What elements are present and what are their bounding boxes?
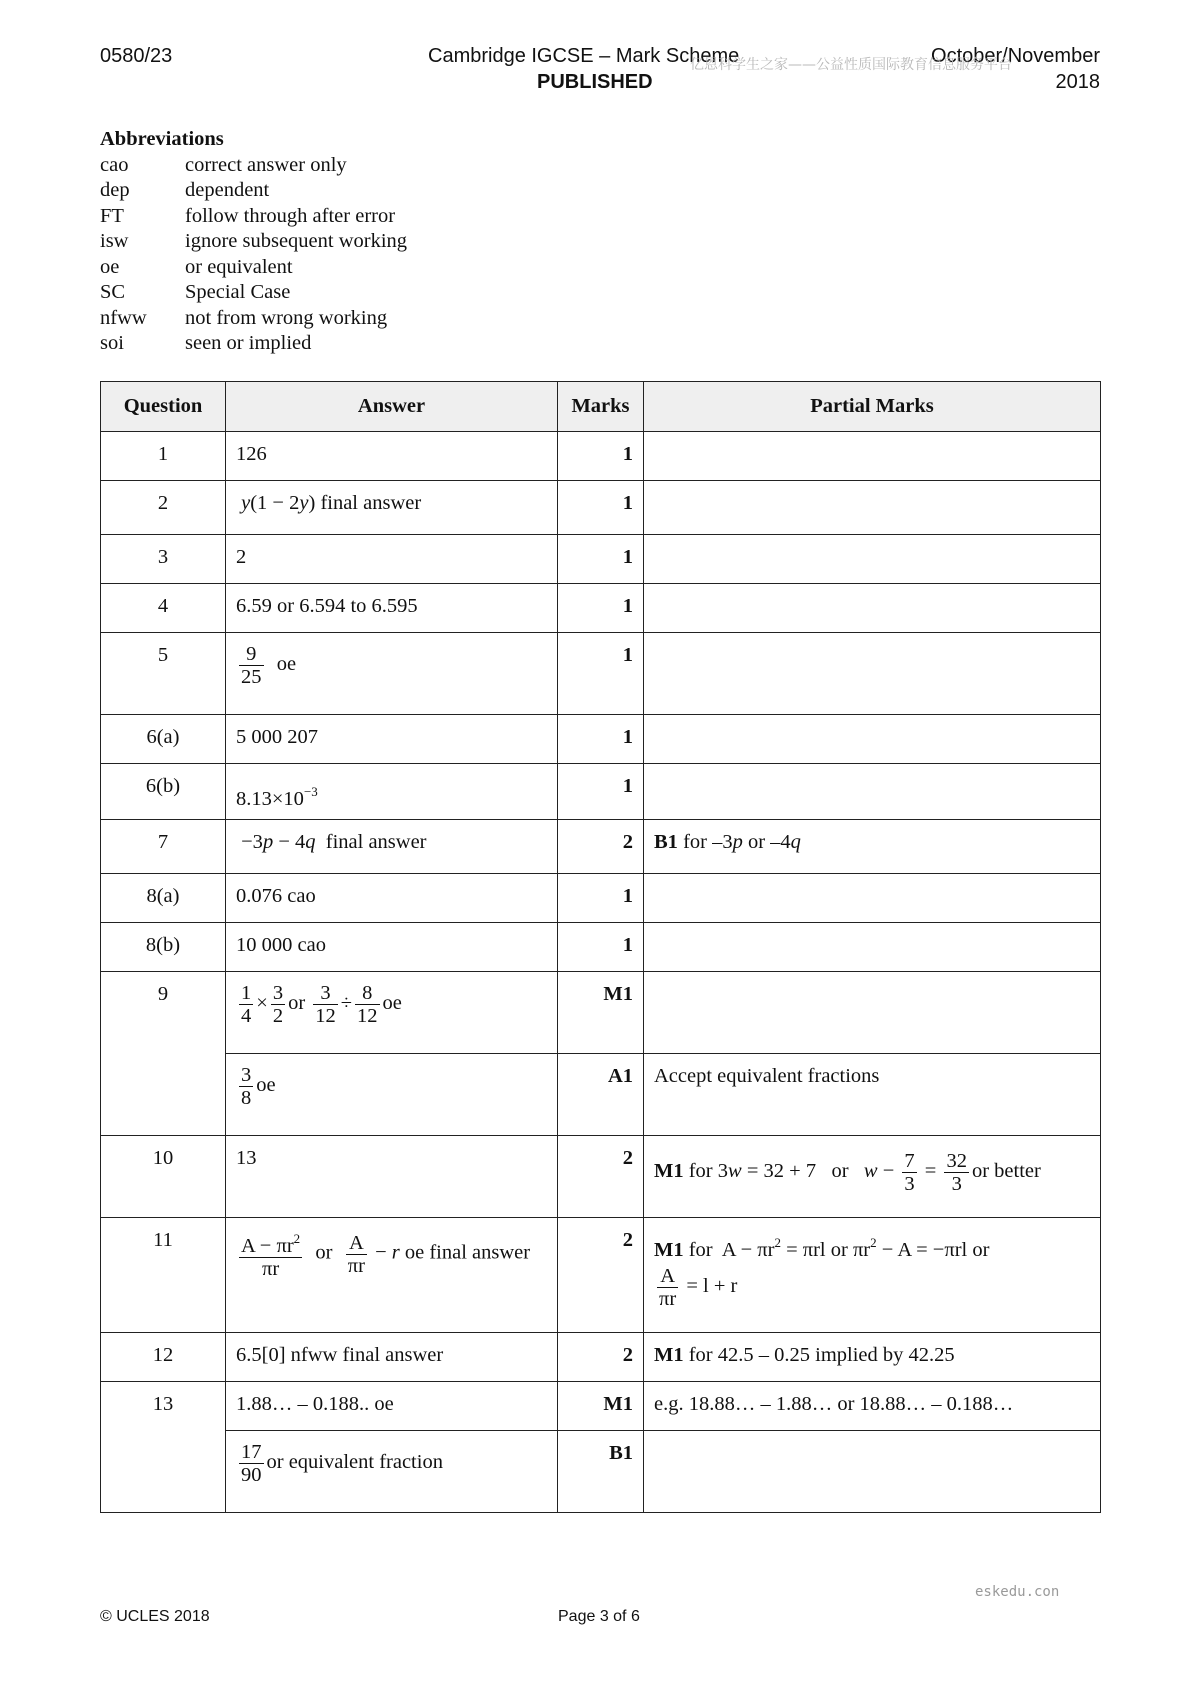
partial-marks-cell	[644, 1333, 1101, 1382]
answer-cell: 6.59 or 6.594 to 6.595	[226, 584, 558, 633]
marks-cell: 1	[558, 535, 644, 584]
question-number: 8(b)	[101, 923, 226, 972]
math-variable: w	[863, 1160, 878, 1183]
question-number: 2	[101, 481, 226, 535]
marks-cell: 2	[558, 1136, 644, 1218]
math-variable: p	[732, 831, 743, 853]
fraction-numerator: 3	[272, 982, 284, 1004]
answer-cell	[226, 1218, 558, 1333]
fraction-numerator: 3	[241, 1064, 252, 1086]
abbreviation-meaning: Special Case	[185, 281, 291, 303]
math-variable: q	[790, 831, 801, 853]
mark-code: B1	[654, 831, 678, 853]
partial-marks-cell	[644, 972, 1101, 1054]
table-row	[101, 1382, 1101, 1431]
partial-marks-cell	[644, 923, 1101, 972]
table-row	[101, 820, 1101, 874]
mark-code: M1	[654, 1344, 684, 1366]
partial-text: or	[831, 1160, 849, 1183]
abbreviation-code: dep	[100, 179, 130, 201]
fraction	[902, 1150, 916, 1195]
marks-cell: M1	[558, 972, 644, 1054]
answer-text: final answer	[325, 831, 427, 853]
table-row	[101, 764, 1101, 820]
fraction	[313, 982, 338, 1027]
partial-marks-cell	[644, 535, 1101, 584]
abbreviation-code: oe	[100, 255, 120, 278]
table-row	[101, 874, 1101, 923]
marks-cell: 1	[558, 715, 644, 764]
question-number: 3	[101, 535, 226, 584]
answer-text: oe	[276, 653, 297, 676]
table-row	[101, 535, 1101, 584]
fraction	[239, 1441, 264, 1486]
abbreviation-code: nfww	[100, 306, 147, 329]
marks-cell: 1	[558, 584, 644, 633]
table-row	[101, 481, 1101, 535]
fraction-numerator: 3	[313, 982, 338, 1005]
fraction-denominator: 12	[357, 1005, 378, 1027]
mark-code: M1	[654, 1160, 684, 1183]
fraction-numerator: 17	[241, 1441, 262, 1463]
marks-cell: 2	[558, 1218, 644, 1333]
fraction-denominator: πr	[659, 1288, 677, 1310]
answer-cell: 13	[226, 1136, 558, 1218]
fraction-denominator: 8	[241, 1087, 252, 1109]
fraction	[271, 982, 285, 1027]
fraction-numerator: 9	[239, 643, 264, 666]
page-number: Page 3 of 6	[558, 1608, 640, 1625]
math-variable: w	[728, 1160, 742, 1183]
fraction-numerator: 7	[904, 1150, 915, 1172]
math-text: A − πr	[721, 1239, 775, 1261]
abbreviation-code: cao	[100, 153, 129, 176]
abbreviation-meaning: seen or implied	[185, 332, 312, 354]
fraction-denominator: 2	[272, 1005, 284, 1027]
fraction	[355, 982, 380, 1027]
fraction-denominator: 4	[241, 1005, 252, 1027]
fraction-numerator: 32	[946, 1150, 967, 1172]
partial-marks-cell	[644, 1431, 1101, 1513]
exponent: 2	[293, 1231, 301, 1246]
marks-cell: M1	[558, 1382, 644, 1431]
document-title: Cambridge IGCSE – Mark Scheme	[428, 45, 740, 67]
fraction	[239, 1228, 302, 1280]
exponent: −3	[303, 784, 318, 799]
answer-text: oe final answer	[404, 1241, 531, 1264]
fraction-denominator: 3	[904, 1173, 915, 1195]
table-row	[101, 1136, 1101, 1218]
marks-cell: 2	[558, 820, 644, 874]
fraction-numerator: 8	[355, 982, 380, 1005]
question-number: 6(a)	[101, 715, 226, 764]
abbreviation-meaning: ignore subsequent working	[185, 230, 408, 252]
site-watermark: eskedu.con	[975, 1584, 1060, 1600]
math-text: )	[308, 492, 316, 514]
abbreviation-meaning: correct answer only	[185, 153, 347, 176]
table-row	[101, 715, 1101, 764]
answer-cell: 0.076 cao	[226, 874, 558, 923]
answer-cell	[226, 972, 558, 1054]
abbreviation-item	[100, 255, 407, 281]
abbreviation-item	[100, 153, 407, 179]
partial-text: for 3	[688, 1160, 729, 1183]
table-row	[101, 1333, 1101, 1382]
table-row	[101, 584, 1101, 633]
math-variable: r	[391, 1241, 400, 1264]
abbreviation-meaning: not from wrong working	[185, 306, 388, 329]
question-number: 6(b)	[101, 764, 226, 820]
partial-marks-cell	[644, 874, 1101, 923]
marks-cell: 1	[558, 874, 644, 923]
answer-text: oe	[256, 1074, 276, 1097]
fraction	[239, 643, 264, 688]
fraction-numerator: 1	[241, 982, 252, 1004]
answer-cell	[226, 481, 558, 535]
math-text: = πrl or	[780, 1239, 853, 1261]
exam-session: October/November	[931, 45, 1100, 67]
abbreviation-item	[100, 280, 407, 306]
partial-marks-column-header: Partial Marks	[644, 382, 1101, 432]
question-number: 4	[101, 584, 226, 633]
watermark-text: 亿恩科学生之家——公益性质国际教育信息服务平台	[690, 57, 1012, 73]
math-variable: p	[262, 831, 274, 853]
answer-cell: 1.88… – 0.188.. oe	[226, 1382, 558, 1431]
question-number: 1	[101, 432, 226, 481]
marks-column-header: Marks	[558, 382, 644, 432]
partial-marks-cell	[644, 481, 1101, 535]
partial-text: or –4	[742, 831, 791, 853]
fraction-denominator: πr	[347, 1254, 365, 1277]
abbreviation-meaning: follow through after error	[185, 204, 396, 227]
abbreviation-code: FT	[100, 204, 124, 227]
answer-text: or	[288, 992, 306, 1015]
math-variable: y	[299, 492, 309, 514]
answer-cell: 126	[226, 432, 558, 481]
table-row	[101, 432, 1101, 481]
exam-year: 2018	[1055, 71, 1100, 93]
math-text: = l + r	[681, 1275, 738, 1298]
question-number: 5	[101, 633, 226, 715]
math-text: (1 − 2	[250, 492, 300, 514]
published-label: PUBLISHED	[537, 71, 653, 93]
answer-column-header: Answer	[226, 382, 558, 432]
partial-marks-cell	[644, 1218, 1101, 1333]
fraction-denominator: 3	[951, 1173, 962, 1195]
table-row	[101, 633, 1101, 715]
table-row	[101, 1218, 1101, 1333]
table-header-row	[101, 382, 1101, 432]
question-column-header: Question	[101, 382, 226, 432]
answer-cell	[226, 1431, 558, 1513]
abbreviation-item	[100, 306, 407, 332]
math-variable: q	[305, 831, 316, 853]
answer-cell: 10 000 cao	[226, 923, 558, 972]
fraction	[239, 1064, 253, 1109]
question-number: 9	[101, 972, 226, 1136]
fraction	[346, 1232, 367, 1277]
abbreviation-code: isw	[100, 230, 129, 252]
fraction	[944, 1150, 969, 1195]
abbreviation-meaning: dependent	[185, 179, 270, 201]
partial-marks-cell: e.g. 18.88… – 1.88… or 18.88… – 0.188…	[644, 1382, 1101, 1431]
math-text: πr	[852, 1239, 871, 1261]
math-operator: ÷	[340, 992, 353, 1015]
fraction	[239, 982, 253, 1027]
marks-cell: B1	[558, 1431, 644, 1513]
question-number: 8(a)	[101, 874, 226, 923]
math-text: 8.13×10	[236, 788, 304, 810]
fraction-denominator: πr	[261, 1258, 280, 1280]
fraction	[657, 1265, 678, 1310]
abbreviation-item	[100, 331, 407, 357]
marks-cell: 1	[558, 432, 644, 481]
partial-marks-cell	[644, 715, 1101, 764]
math-operator: =	[919, 1160, 942, 1183]
answer-text: final answer	[320, 492, 422, 514]
partial-text: for 42.5 – 0.25 implied by 42.25	[688, 1344, 955, 1366]
partial-text: = 32 + 7	[741, 1160, 817, 1183]
partial-text: or better	[971, 1160, 1041, 1183]
question-number: 7	[101, 820, 226, 874]
partial-marks-cell	[644, 633, 1101, 715]
abbreviations-title: Abbreviations	[100, 128, 224, 150]
marks-cell: 1	[558, 481, 644, 535]
answer-cell	[226, 633, 558, 715]
partial-text: for –3	[683, 831, 733, 853]
abbreviations-list	[100, 127, 407, 357]
exponent: 2	[774, 1235, 781, 1250]
math-operator: −	[369, 1241, 392, 1264]
partial-text: for	[688, 1239, 713, 1261]
math-text: −3	[241, 831, 263, 853]
answer-cell	[226, 820, 558, 874]
math-text: − 4	[273, 831, 306, 853]
question-number: 13	[101, 1382, 226, 1513]
abbreviation-meaning: or equivalent	[185, 255, 293, 278]
fraction-denominator: 12	[315, 1005, 336, 1027]
partial-marks-cell	[644, 764, 1101, 820]
partial-marks-cell: Accept equivalent fractions	[644, 1054, 1101, 1136]
math-variable: y	[241, 492, 251, 514]
fraction-numerator: A	[346, 1232, 367, 1255]
fraction-numerator: A	[657, 1265, 678, 1288]
answer-text: or equivalent fraction	[266, 1451, 443, 1474]
question-number: 12	[101, 1333, 226, 1382]
table-row	[101, 1054, 1101, 1136]
mark-code: M1	[654, 1239, 684, 1261]
question-number: 11	[101, 1218, 226, 1333]
abbreviation-item	[100, 229, 407, 255]
partial-marks-cell	[644, 820, 1101, 874]
answer-cell: 5 000 207	[226, 715, 558, 764]
copyright-text: © UCLES 2018	[100, 1608, 210, 1625]
answer-text: or	[315, 1241, 333, 1264]
marks-cell: 1	[558, 923, 644, 972]
partial-marks-cell	[644, 432, 1101, 481]
abbreviation-code: soi	[100, 332, 124, 354]
partial-marks-cell	[644, 584, 1101, 633]
document-code: 0580/23	[100, 45, 173, 67]
table-row	[101, 1431, 1101, 1513]
math-operator: −	[877, 1160, 900, 1183]
mark-scheme-table	[100, 381, 1101, 1513]
answer-cell	[226, 764, 558, 820]
partial-marks-cell	[644, 1136, 1101, 1218]
abbreviation-item	[100, 204, 407, 230]
abbreviation-item	[100, 178, 407, 204]
table-row	[101, 972, 1101, 1054]
table-row	[101, 923, 1101, 972]
abbreviation-code: SC	[100, 281, 126, 303]
fraction-denominator: 90	[241, 1464, 262, 1486]
fraction-denominator: 25	[241, 666, 262, 688]
marks-cell: 2	[558, 1333, 644, 1382]
marks-cell: A1	[558, 1054, 644, 1136]
answer-cell: 2	[226, 535, 558, 584]
answer-text: oe	[382, 992, 402, 1015]
fraction-numerator	[239, 1228, 302, 1258]
math-text: A − πr	[241, 1235, 294, 1257]
math-text: − A = −πrl or	[876, 1239, 990, 1261]
exponent: 2	[870, 1235, 877, 1250]
marks-cell: 1	[558, 633, 644, 715]
marks-cell: 1	[558, 764, 644, 820]
answer-cell: 6.5[0] nfww final answer	[226, 1333, 558, 1382]
answer-cell	[226, 1054, 558, 1136]
math-operator: ×	[256, 992, 268, 1015]
question-number: 10	[101, 1136, 226, 1218]
